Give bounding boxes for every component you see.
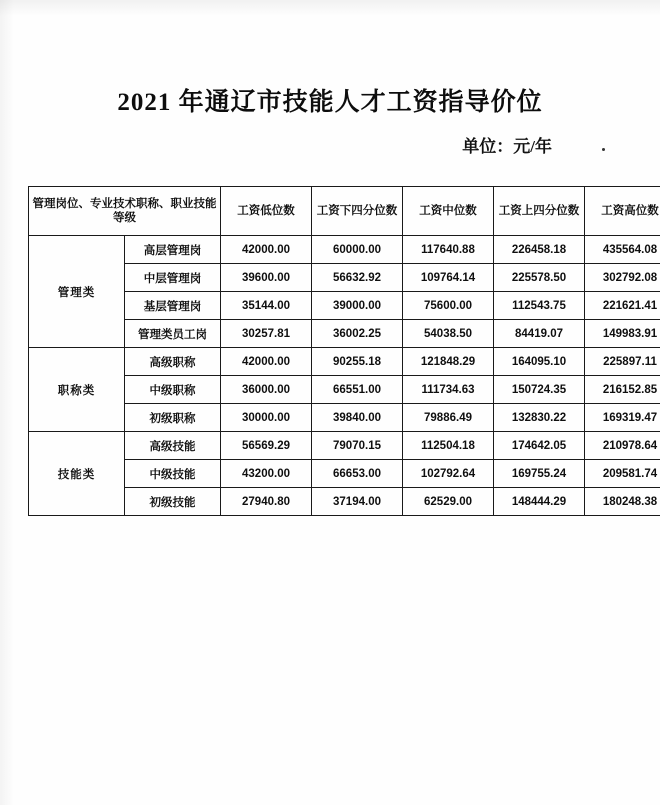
group-label-title: 职称类 (29, 348, 125, 432)
value-low: 36000.00 (221, 376, 312, 404)
value-upper-quartile: 174642.05 (494, 432, 585, 460)
column-header-upper-quartile: 工资上四分位数 (494, 187, 585, 236)
value-high: 169319.47 (585, 404, 660, 432)
value-upper-quartile: 148444.29 (494, 488, 585, 516)
value-median: 111734.63 (403, 376, 494, 404)
value-upper-quartile: 84419.07 (494, 320, 585, 348)
value-low: 39600.00 (221, 264, 312, 292)
value-lower-quartile: 90255.18 (312, 348, 403, 376)
value-high: 216152.85 (585, 376, 660, 404)
value-lower-quartile: 66653.00 (312, 460, 403, 488)
unit-label: 单位：元/年 (462, 137, 552, 156)
wage-guidance-table (28, 186, 660, 516)
value-low: 42000.00 (221, 348, 312, 376)
table-body (29, 236, 660, 516)
value-high: 180248.38 (585, 488, 660, 516)
page-title: 2021 年通辽市技能人才工资指导价位 (117, 89, 543, 116)
value-low: 35144.00 (221, 292, 312, 320)
column-header-high: 工资高位数 (585, 187, 660, 236)
table-row (29, 236, 660, 264)
value-upper-quartile: 169755.24 (494, 460, 585, 488)
value-low: 56569.29 (221, 432, 312, 460)
value-median: 112504.18 (403, 432, 494, 460)
table-row (29, 348, 660, 376)
value-median: 117640.88 (403, 236, 494, 264)
column-header-category: 管理岗位、专业技术职称、职业技能等级 (29, 187, 221, 236)
value-high: 149983.91 (585, 320, 660, 348)
value-low: 43200.00 (221, 460, 312, 488)
value-lower-quartile: 66551.00 (312, 376, 403, 404)
level-label: 基层管理岗 (125, 292, 221, 320)
value-high: 435564.08 (585, 236, 660, 264)
table-header-row (29, 187, 660, 236)
table-row (29, 432, 660, 460)
level-label: 高层管理岗 (125, 236, 221, 264)
level-label: 管理类员工岗 (125, 320, 221, 348)
level-label: 初级职称 (125, 404, 221, 432)
level-label: 高级技能 (125, 432, 221, 460)
value-median: 109764.14 (403, 264, 494, 292)
scan-shadow-left (0, 0, 14, 805)
level-label: 中层管理岗 (125, 264, 221, 292)
table-header (29, 187, 660, 236)
value-median: 79886.49 (403, 404, 494, 432)
scan-speck (602, 148, 605, 151)
level-label: 中级技能 (125, 460, 221, 488)
value-high: 209581.74 (585, 460, 660, 488)
level-label: 高级职称 (125, 348, 221, 376)
level-label: 中级职称 (125, 376, 221, 404)
column-header-lower-quartile: 工资下四分位数 (312, 187, 403, 236)
value-lower-quartile: 39840.00 (312, 404, 403, 432)
value-median: 102792.64 (403, 460, 494, 488)
column-header-low: 工资低位数 (221, 187, 312, 236)
value-high: 302792.08 (585, 264, 660, 292)
column-header-median: 工资中位数 (403, 187, 494, 236)
value-upper-quartile: 150724.35 (494, 376, 585, 404)
value-low: 42000.00 (221, 236, 312, 264)
value-median: 54038.50 (403, 320, 494, 348)
value-lower-quartile: 79070.15 (312, 432, 403, 460)
value-upper-quartile: 226458.18 (494, 236, 585, 264)
value-median: 75600.00 (403, 292, 494, 320)
value-lower-quartile: 56632.92 (312, 264, 403, 292)
group-label-management: 管理类 (29, 236, 125, 348)
value-median: 121848.29 (403, 348, 494, 376)
scan-shadow-top (0, 0, 660, 16)
value-lower-quartile: 39000.00 (312, 292, 403, 320)
group-label-skill: 技能类 (29, 432, 125, 516)
value-upper-quartile: 164095.10 (494, 348, 585, 376)
value-upper-quartile: 225578.50 (494, 264, 585, 292)
value-upper-quartile: 112543.75 (494, 292, 585, 320)
value-low: 30257.81 (221, 320, 312, 348)
value-high: 210978.64 (585, 432, 660, 460)
value-low: 30000.00 (221, 404, 312, 432)
value-high: 221621.41 (585, 292, 660, 320)
value-median: 62529.00 (403, 488, 494, 516)
level-label: 初级技能 (125, 488, 221, 516)
value-upper-quartile: 132830.22 (494, 404, 585, 432)
value-lower-quartile: 37194.00 (312, 488, 403, 516)
value-lower-quartile: 36002.25 (312, 320, 403, 348)
value-lower-quartile: 60000.00 (312, 236, 403, 264)
value-high: 225897.11 (585, 348, 660, 376)
value-low: 27940.80 (221, 488, 312, 516)
